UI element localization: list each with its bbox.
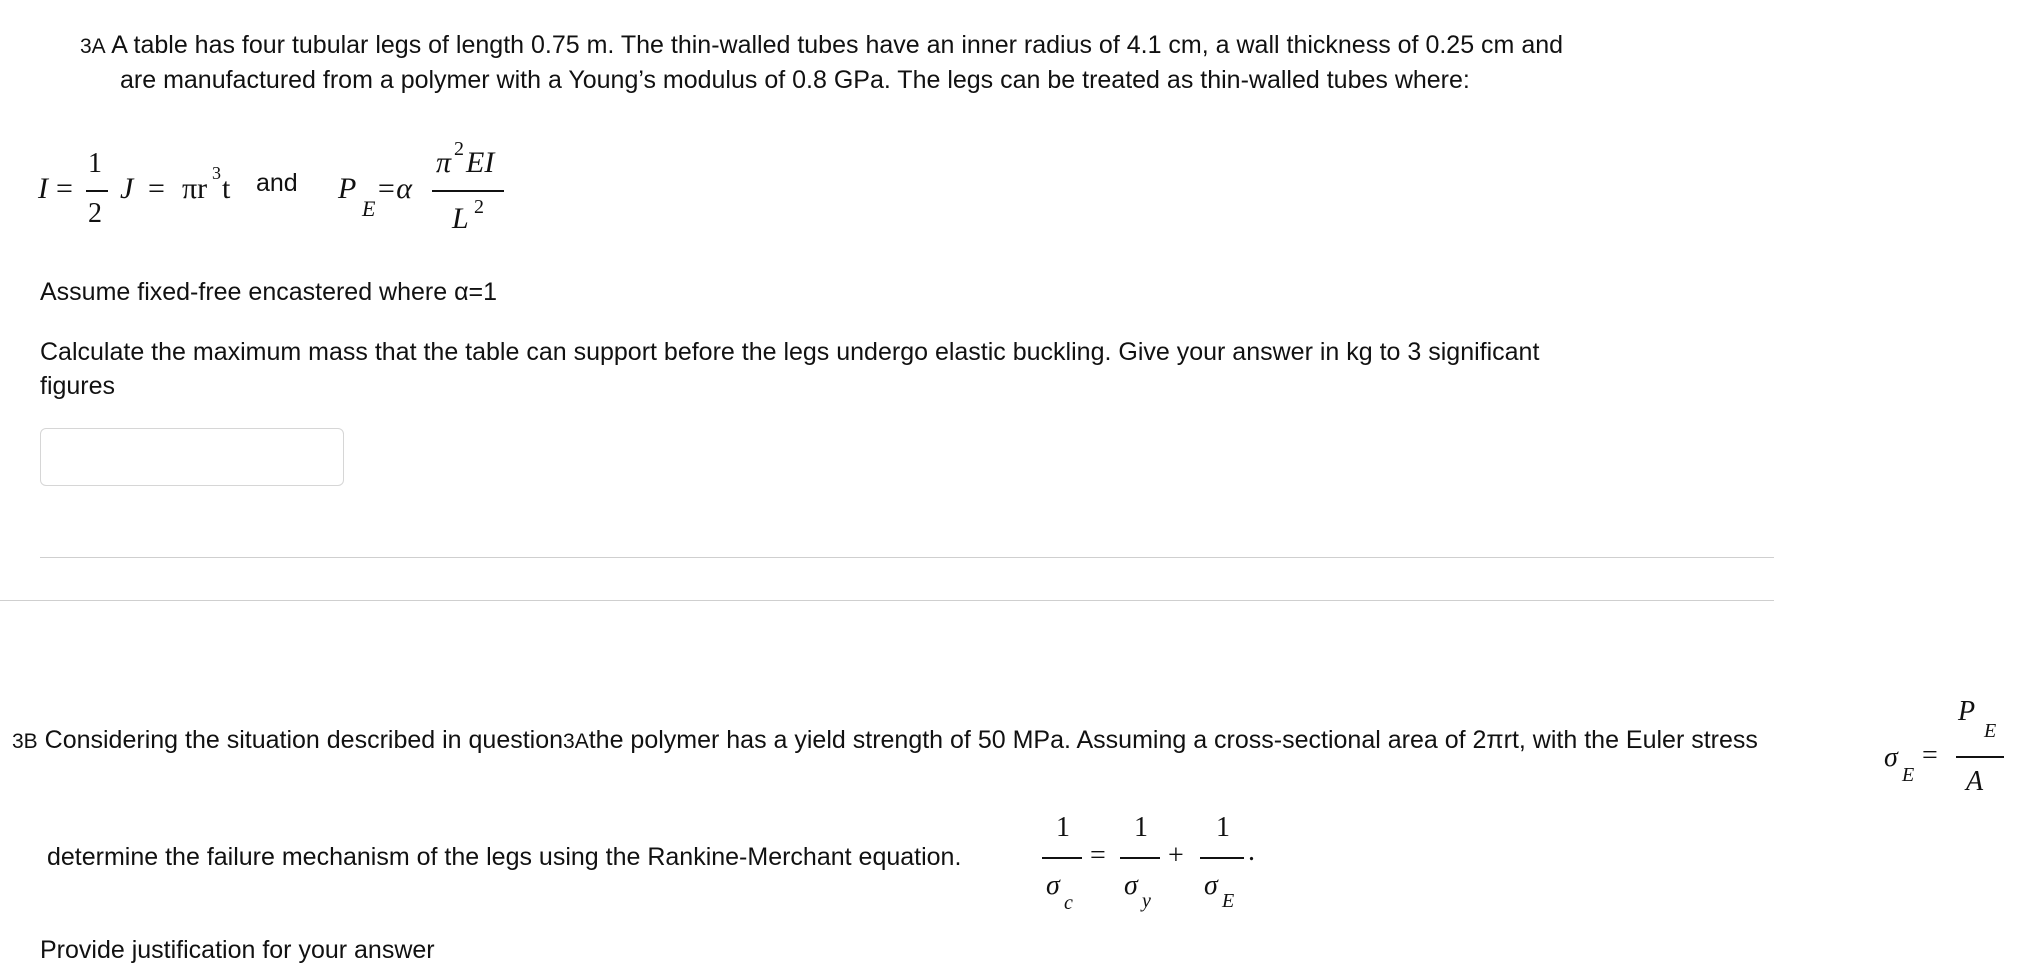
formula-equals-2: = <box>148 172 165 205</box>
rankine-equals: = <box>1090 840 1106 871</box>
question-3a-line1 <box>80 28 1563 64</box>
question-3b-text-2: the polymer has a yield strength of 50 MPa. Assuming a cross-sectional area of 2πrt, with the Euler stress <box>588 726 1758 754</box>
rankine-one-c: 1 <box>1216 812 1230 843</box>
euler-A: A <box>1966 766 1984 797</box>
formula-I: I <box>38 172 48 205</box>
formula-EI: EI <box>466 146 495 179</box>
formula-t: t <box>222 172 231 205</box>
formula-pi: π <box>436 146 452 179</box>
fraction-bar-e <box>1200 857 1244 859</box>
rankine-dot: . <box>1248 836 1255 867</box>
rankine-sigma-e: σ <box>1204 870 1218 901</box>
formula-two: 2 <box>88 198 102 229</box>
answer-input-3a[interactable] <box>40 428 344 486</box>
formula-L: L <box>452 202 469 235</box>
formula-cube: 3 <box>212 163 221 183</box>
formula-E-sub: E <box>362 196 376 221</box>
rankine-e-sub: E <box>1222 890 1235 912</box>
rankine-one-b: 1 <box>1134 812 1148 843</box>
question-3a-line2: are manufactured from a polymer with a Young’s modulus of 0.8 GPa. The legs can be treated as thin-walled tubes where: <box>120 66 1470 94</box>
euler-P: P <box>1958 696 1976 727</box>
fraction-bar-c <box>1042 857 1082 859</box>
formula-pi-r: πr <box>182 172 208 205</box>
euler-P-sub: E <box>1984 720 1997 742</box>
question-3b-text: Considering the situation described in question <box>44 726 564 754</box>
divider-1 <box>40 557 1774 558</box>
fraction-bar-half <box>86 190 108 192</box>
formula-equals-alpha: =α <box>376 172 412 205</box>
instruction-line2: figures <box>40 372 116 400</box>
formula-L-squared: 2 <box>474 196 484 218</box>
rankine-plus: + <box>1168 840 1184 871</box>
question-3b-line1 <box>12 723 1758 759</box>
rankine-sigma-c: σ <box>1046 870 1060 901</box>
rankine-sigma-y: σ <box>1124 870 1138 901</box>
euler-sigma: σ <box>1884 742 1898 773</box>
fraction-bar-euler <box>432 190 504 192</box>
euler-sigma-sub: E <box>1902 764 1915 786</box>
divider-2 <box>0 600 1774 601</box>
assumption-text: Assume fixed-free encastered where α=1 <box>40 278 498 306</box>
question-3b-ref: 3A <box>563 730 589 753</box>
formula-P: P <box>338 172 357 205</box>
fraction-bar-euler-stress <box>1956 756 2004 758</box>
question-3a-number: 3A <box>80 35 106 58</box>
instruction-line1: Calculate the maximum mass that the table can support before the legs undergo elastic buckling. Give your answer in kg to 3 significant <box>40 338 1540 366</box>
formula-and: and <box>256 169 298 197</box>
formula-J: J <box>120 172 134 205</box>
formula-pi-squared: 2 <box>454 138 464 160</box>
rankine-one-a: 1 <box>1056 812 1070 843</box>
euler-equals: = <box>1922 740 1938 771</box>
determine-text: determine the failure mechanism of the legs using the Rankine-Merchant equation. <box>47 843 962 871</box>
question-3a-text-1: A table has four tubular legs of length 0.75 m. The thin-walled tubes have an inner radius of 4.1 cm, a wall thickness of 0.25 cm and <box>111 31 1564 59</box>
rankine-y-sub: y <box>1142 890 1151 912</box>
justification-text: Provide justification for your answer <box>40 936 435 964</box>
rankine-c-sub: c <box>1064 892 1073 914</box>
formula-one: 1 <box>88 148 102 179</box>
question-3b-number: 3B <box>12 730 38 753</box>
fraction-bar-y <box>1120 857 1160 859</box>
formula-equals: = <box>56 172 73 205</box>
